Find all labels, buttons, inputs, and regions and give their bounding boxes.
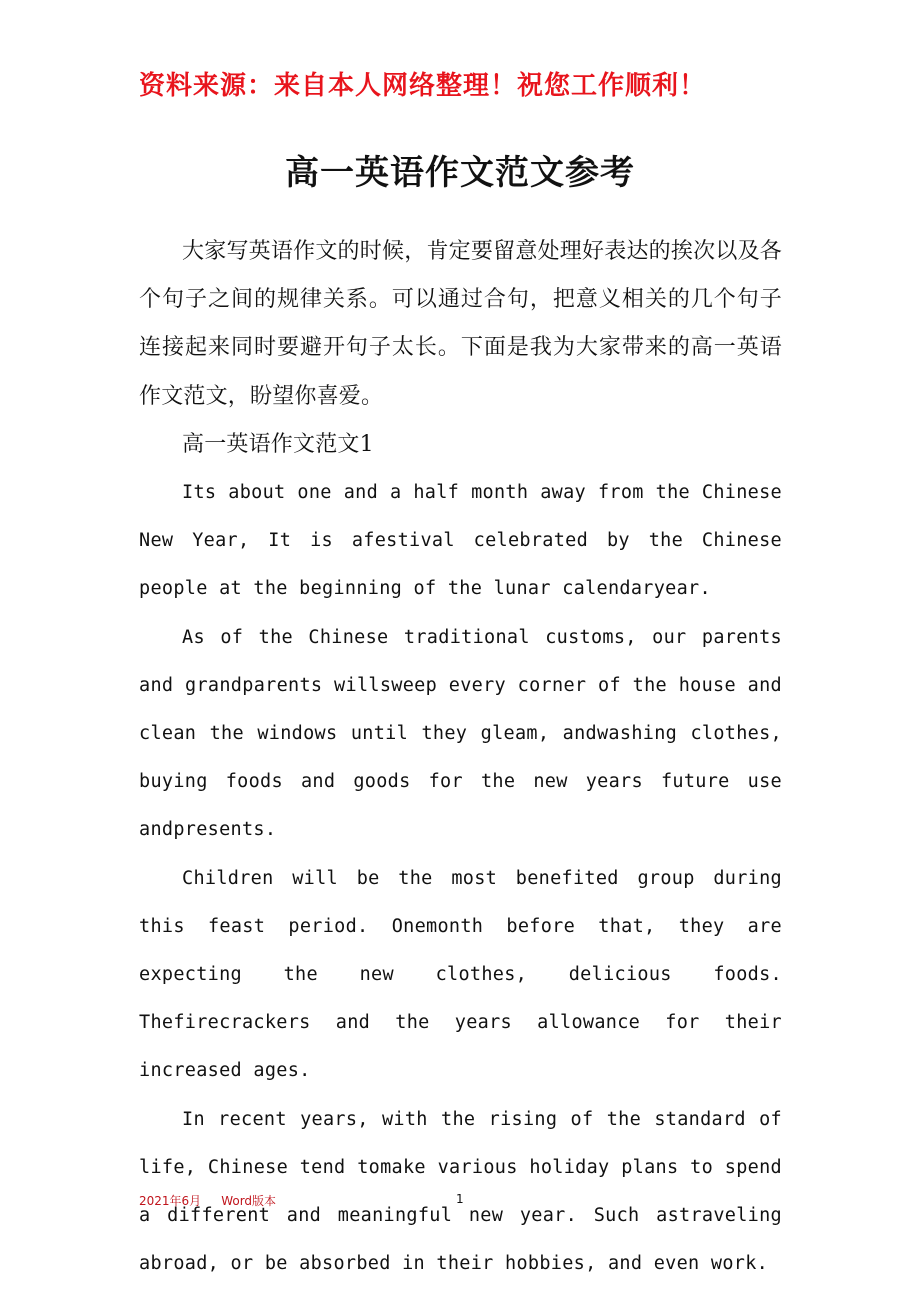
page-title: 高一英语作文范文参考 (285, 153, 635, 193)
page-number: 1 (456, 1192, 464, 1206)
essay-paragraph: Children will be the most benefited group during this feast period. Onemonth before that, they are expecting the new clothes, delicious foods. Thefirecrackers and the years allowance for their increased ages. (139, 867, 782, 1082)
essay-paragraph: Its about one and a half month away from the Chinese New Year, It is afestival celebrated by the Chinese people at the beginning of the lunar calendaryear. (139, 482, 782, 600)
intro-paragraph: 大家写英语作文的时候，肯定要留意处理好表达的挨次以及各个句子之间的规律关系。可以通过合句，把意义相关的几个句子连接起来同时要避开句子太长。下面是我为大家带来的高一英语作文范文，盼望你喜爱。 (139, 239, 782, 409)
essay-heading: 高一英语作文范文1 (182, 431, 374, 457)
document-body (139, 228, 782, 1288)
footer-version: Word版本 (221, 1194, 277, 1208)
footer-info (139, 1192, 276, 1209)
footer-date: 2021年6月 (139, 1194, 202, 1208)
essay-paragraph: As of the Chinese traditional customs, our parents and grandparents willsweep every corner of the house and clean the windows until they gleam, andwashing clothes, buying foods and goods for the new years future use andpresents. (139, 626, 782, 841)
essay-paragraph: In recent years, with the rising of the standard of life, Chinese tend tomake various holiday plans to spend a different and meaningful new year. Such astraveling abroad, or be absorbed in their hobbies, and even work. (139, 1108, 782, 1275)
source-notice: 资料来源：来自本人网络整理！祝您工作顺利！ (139, 71, 707, 101)
